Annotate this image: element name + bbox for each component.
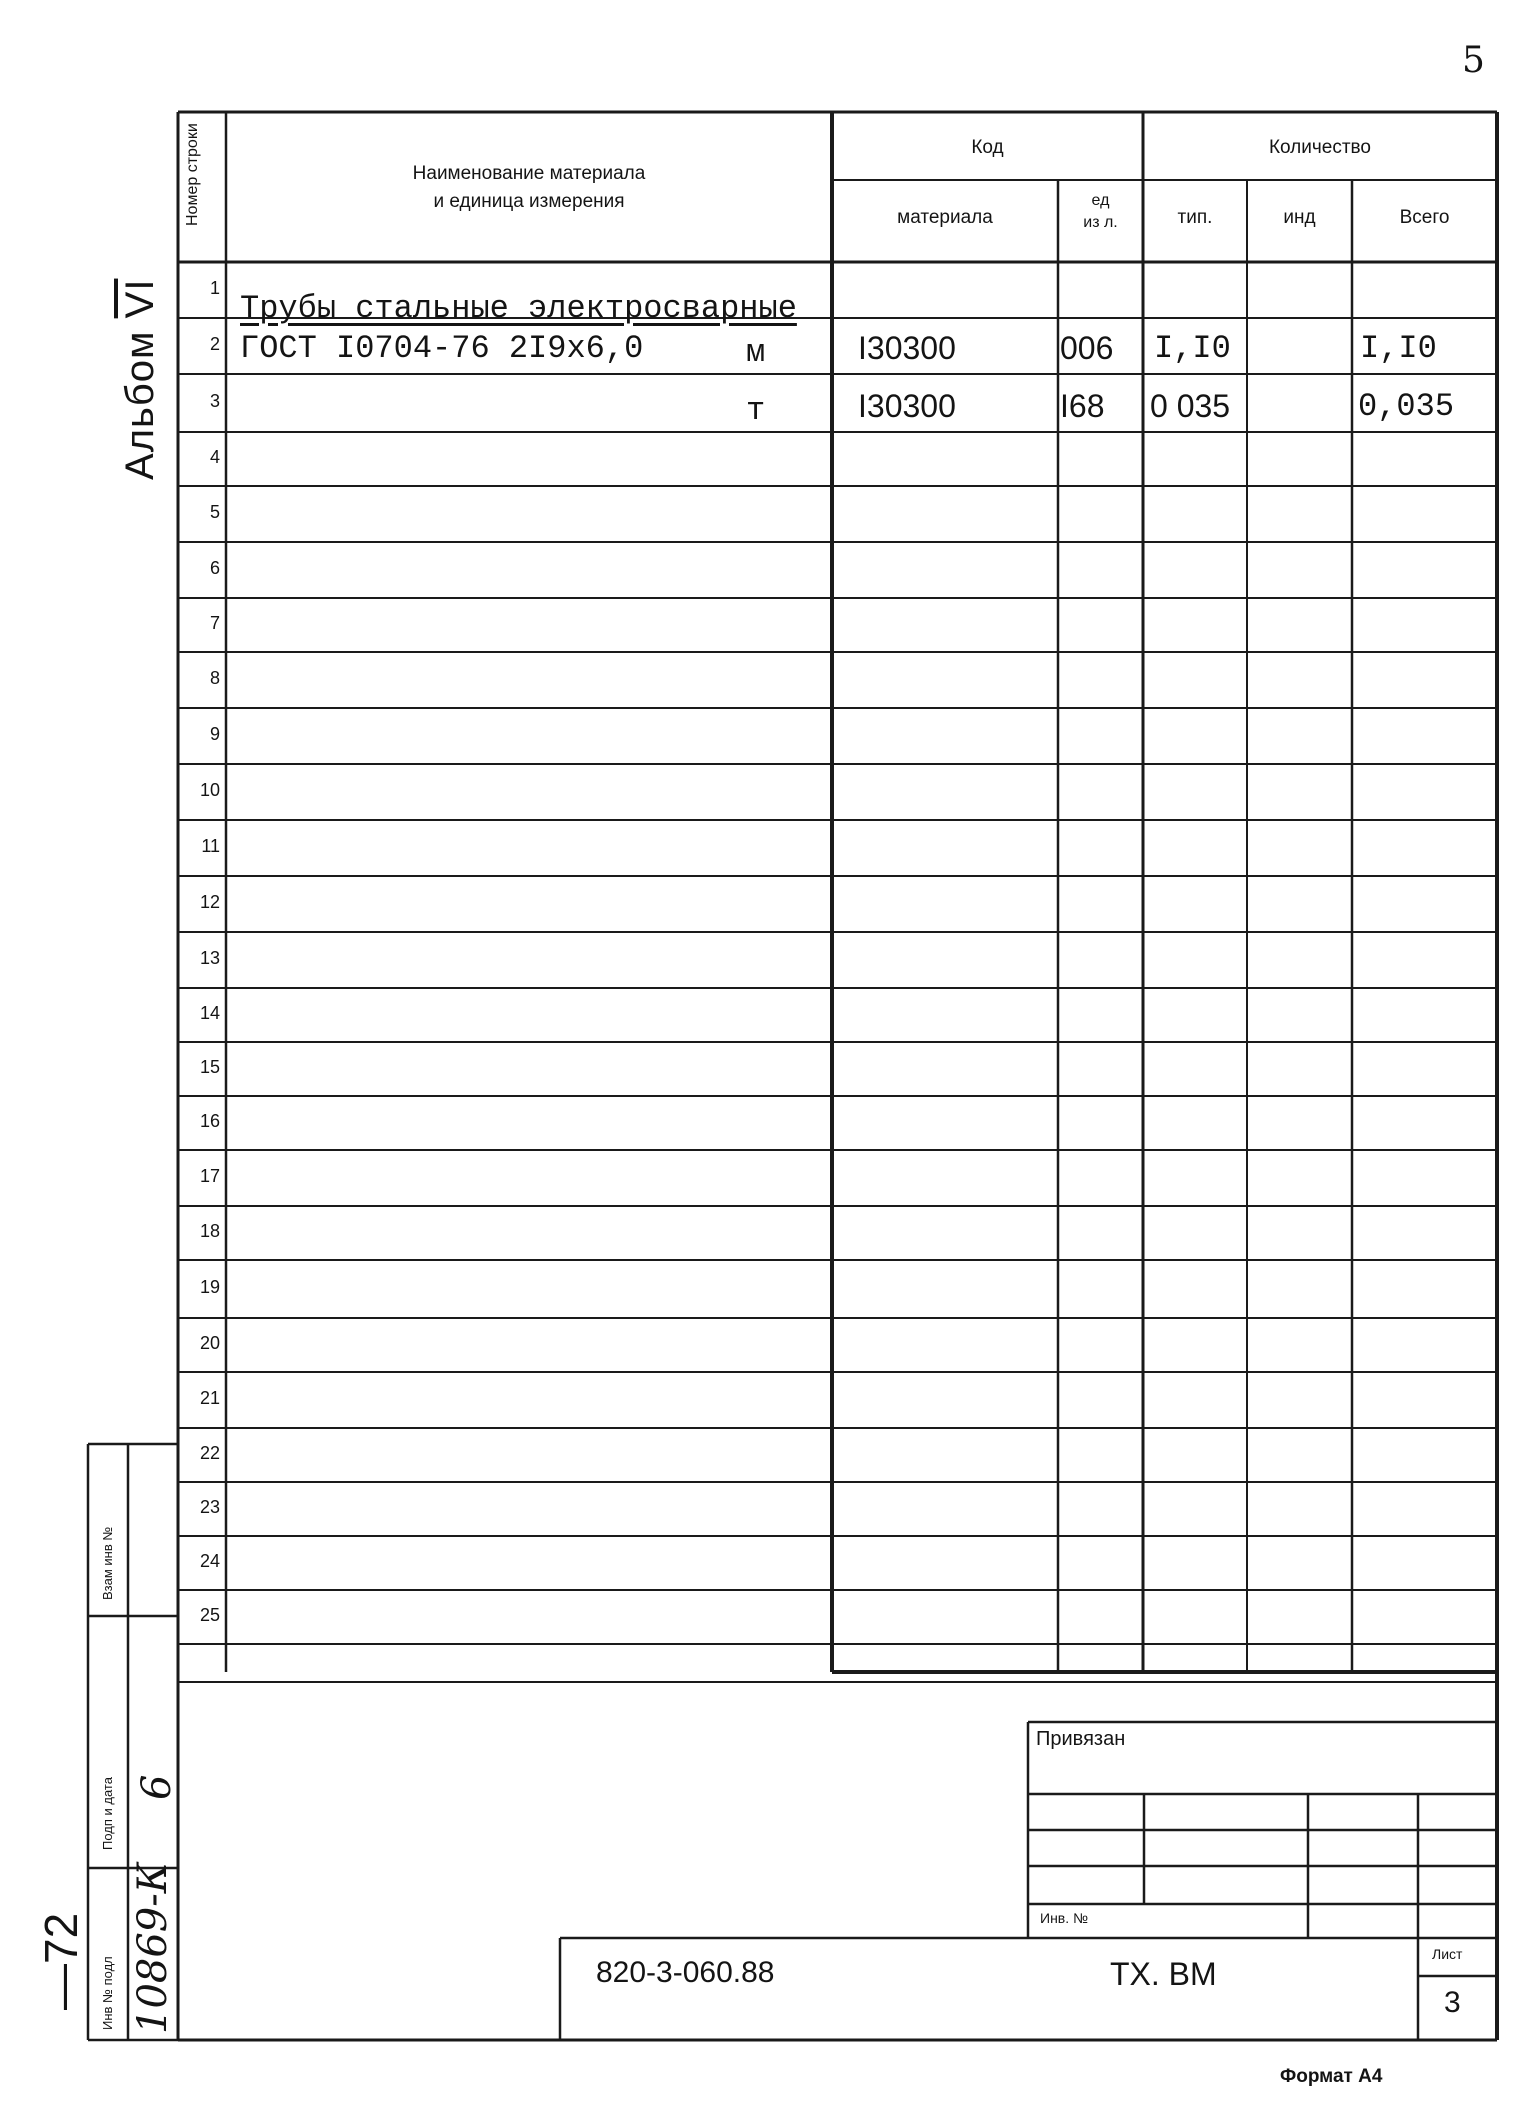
header-qty-total: Всего [1399, 207, 1450, 228]
header-quantity-group: Количество [1268, 137, 1372, 158]
album-numeral: $\overline{VI}$ [118, 278, 162, 319]
header-qty-individual: инд [1283, 207, 1316, 228]
row-number: 9 [209, 724, 220, 744]
row2-unit: м [746, 334, 766, 371]
header-code-material: материала [897, 207, 993, 228]
row2-qty-typical: I,I0 [1154, 330, 1231, 367]
header-code-unit-line1: ед [1091, 192, 1110, 209]
header-code-group: Код [971, 137, 1004, 158]
row-number: 14 [199, 1003, 220, 1023]
row1-material-name: Трубы стальные электросварные [240, 290, 797, 327]
row-number: 4 [209, 447, 220, 467]
row-number: 23 [199, 1497, 220, 1517]
row-number: 5 [209, 502, 220, 522]
row-number: 24 [199, 1551, 220, 1571]
row-number: 19 [199, 1277, 220, 1297]
stamp-replaced-inv-label: Взам инв № [100, 1526, 115, 1600]
title-block-inv-no: Инв. № [1040, 1910, 1089, 1926]
header-qty-typical: тип. [1177, 207, 1213, 228]
row3-qty-typical: 0 035 [1150, 388, 1231, 424]
document-designation: 820-3-060.88 [596, 1956, 775, 1989]
row-number: 13 [199, 948, 220, 968]
row-number: 7 [209, 613, 220, 633]
row-number: 15 [199, 1057, 220, 1077]
row3-unit: т [746, 392, 766, 429]
sheet-number: 3 [1444, 1986, 1461, 2019]
row-number: 6 [209, 558, 220, 578]
left-margin-number: —72 [35, 1912, 87, 2010]
row3-material-code: I30300 [858, 388, 956, 424]
stamp-signature-value: 6 [134, 1774, 180, 1800]
format-label: Формат А4 [1280, 2066, 1383, 2087]
row-number: 3 [209, 391, 220, 411]
row-number: 12 [199, 892, 220, 912]
row-number: 1 [209, 278, 220, 298]
page-number: 5 [1462, 40, 1485, 81]
stamp-original-inv-label: Инв № подл [100, 1956, 115, 2030]
row2-material-code: I30300 [858, 330, 956, 366]
row-number: 18 [199, 1221, 220, 1241]
row2-material-name: ГОСТ I0704-76 2I9х6,0 [240, 330, 644, 367]
header-code-unit-line2: из л. [1083, 214, 1118, 231]
album-label-text: Альбом [118, 318, 162, 480]
title-block-privyazan: Привязан [1036, 1728, 1126, 1750]
row-number: 8 [209, 668, 220, 688]
row-number: 16 [199, 1111, 220, 1131]
row-number: 10 [199, 780, 220, 800]
row3-qty-total: 0,035 [1358, 388, 1455, 425]
stamp-inv-number-value: 10869-К [130, 1862, 176, 2034]
row-number: 2 [209, 334, 220, 354]
header-name-line2: и единица измерения [433, 191, 625, 212]
row-number: 22 [199, 1443, 220, 1463]
row-number: 17 [199, 1166, 220, 1186]
row-number: 11 [201, 836, 220, 856]
row-number: 20 [199, 1333, 220, 1353]
sheet-label: Лист [1432, 1946, 1463, 1962]
row3-unit-code: I68 [1060, 388, 1105, 424]
row-number: 25 [199, 1605, 220, 1625]
header-row-number-label: Номер строки [184, 123, 201, 226]
row2-unit-code: 006 [1060, 330, 1114, 366]
header-name-line1: Наименование материала [412, 163, 646, 184]
document-code: ТХ. ВМ [1110, 1956, 1217, 1992]
row-number: 21 [199, 1388, 220, 1408]
row2-qty-total: I,I0 [1360, 330, 1437, 367]
stamp-signature-date-label: Подп и дата [100, 1777, 115, 1850]
